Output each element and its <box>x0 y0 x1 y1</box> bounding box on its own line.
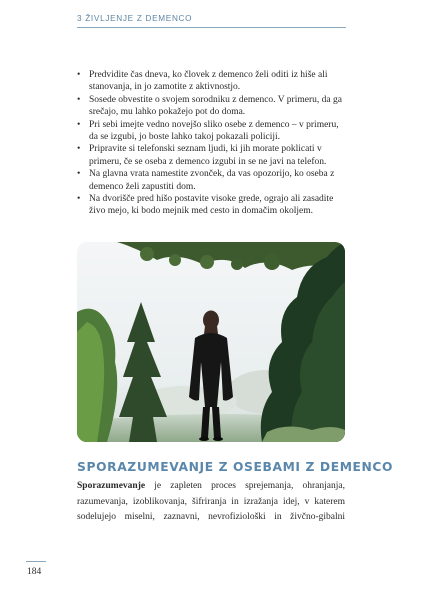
bullet-item: • Na glavna vrata namestite zvonček, da vas opozorijo, ko oseba z demenco želi zapustiti dom. <box>77 168 347 193</box>
bullet-item: • Predvidite čas dneva, ko človek z demenco želi oditi iz hiše ali stanovanja, in jo zamotite z aktivnostjo. <box>77 69 347 94</box>
running-header: 3 ŽIVLJENJE Z DEMENCO <box>77 14 193 23</box>
lead-term: Sporazumevanje <box>77 481 146 491</box>
page-number: 184 <box>27 567 42 577</box>
footer-rule <box>26 561 46 562</box>
paragraph-text: je zapleten proces sprejemanja, ohranjanja, razumevanja, izoblikovanja, šifriranja in izražanja idej, v katerem sodelujejo miselni, zaznavni, nevrofiziološki in živčno-gibalni <box>77 481 345 523</box>
header-rule <box>77 27 346 28</box>
bullet-item: • Pri sebi imejte vedno novejšo sliko osebe z demenco – v primeru, da se izgubi, jo boste lahko takoj pokazali policiji. <box>77 119 347 144</box>
advice-bullet-list <box>77 69 347 218</box>
bullet-item: • Sosede obvestite o svojem sorodniku z demenco. V primeru, da ga srečajo, mu lahko pokažejo pot do doma. <box>77 94 347 119</box>
section-paragraph <box>77 479 345 526</box>
section-heading: SPORAZUMEVANJE Z OSEBAMI Z DEMENCO <box>77 460 394 474</box>
bullet-item: • Na dvorišče pred hišo postavite visoke grede, ograjo ali zasadite živo mejo, ki bodo mejnik med cesto in domačim okoljem. <box>77 193 347 218</box>
bullet-item: • Pripravite si telefonski seznam ljudi, ki jih morate poklicati v primeru, če se oseba z demenco izgubi in se ne javi na telefon. <box>77 143 347 168</box>
photo-man-walking-in-park <box>77 242 345 442</box>
